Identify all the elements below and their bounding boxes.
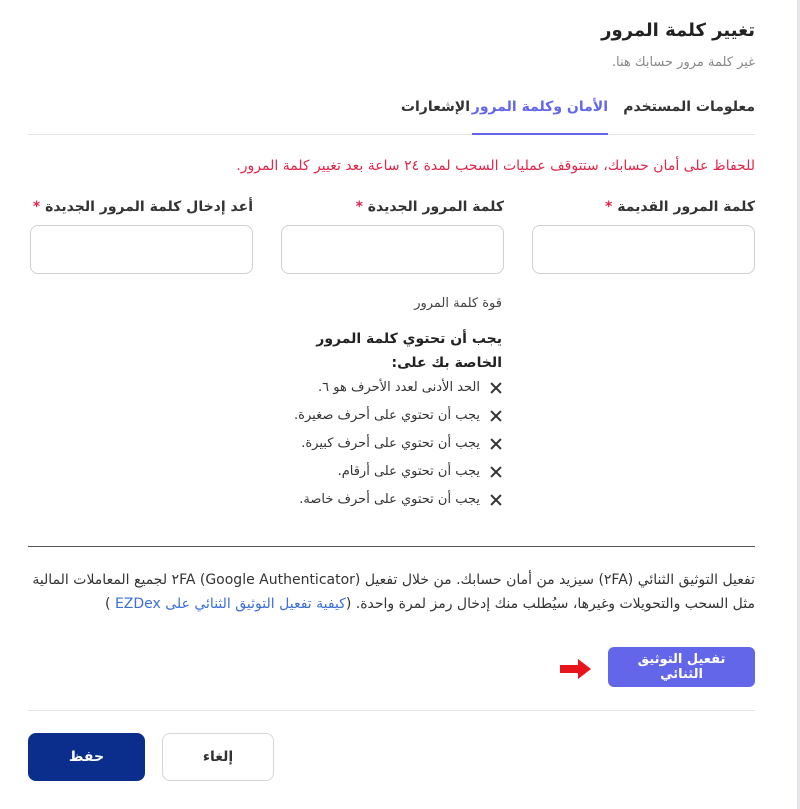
- old-password-label: [605, 199, 755, 215]
- password-strength-title: قوة كلمة المرور: [414, 296, 502, 311]
- red-arrow-icon: [558, 658, 592, 680]
- twofa-description-text: تفعيل التوثيق الثنائي (٢FA) سيزيد من أمان حسابك. من خلال تفعيل ٢FA (Google Authenticator) لجميع المعاملات المالية مثل السحب والتحويلات وغيرها، سيُطلب منك إدخال رمز لمرة واحدة. (: [32, 572, 755, 612]
- requirement-text: يجب أن تحتوي على أرقام.: [337, 464, 480, 479]
- save-button[interactable]: حفظ: [28, 733, 145, 781]
- confirm-password-label: [33, 199, 253, 215]
- required-asterisk: *: [355, 199, 363, 215]
- requirement-numbers: [338, 464, 502, 479]
- password-requirements-heading: يجب أن تحتوي كلمة المرور الخاصة بك على:: [316, 331, 502, 371]
- requirement-min-length: [318, 380, 502, 395]
- requirement-text: يجب أن تحتوي على أحرف كبيرة.: [301, 436, 480, 451]
- settings-tabs: [28, 88, 755, 135]
- requirement-uppercase: [301, 436, 502, 451]
- x-icon: [490, 438, 502, 450]
- new-password-label: [356, 199, 504, 215]
- tab-security-password[interactable]: الأمان وكلمة المرور: [471, 99, 608, 115]
- twofa-help-link[interactable]: كيفية تفعيل التوثيق الثنائي على EZDex: [114, 596, 346, 612]
- section-divider: [28, 546, 755, 547]
- enable-2fa-button[interactable]: تفعيل التوثيق الثنائي: [608, 647, 755, 687]
- old-password-label-text: كلمة المرور القديمة: [617, 199, 755, 215]
- x-icon: [490, 382, 502, 394]
- twofa-closing-paren: ): [105, 596, 115, 612]
- change-password-page: [28, 0, 755, 809]
- tab-notifications[interactable]: الإشعارات: [400, 99, 470, 115]
- page-title: تغيير كلمة المرور: [601, 20, 755, 41]
- requirement-special: [299, 492, 502, 507]
- new-password-input[interactable]: [281, 225, 504, 274]
- requirement-lowercase: [294, 408, 502, 423]
- tab-user-info[interactable]: معلومات المستخدم: [623, 99, 755, 115]
- old-password-input[interactable]: [532, 225, 755, 274]
- x-icon: [490, 466, 502, 478]
- withdrawal-warning: للحفاظ على أمان حسابك، ستتوقف عمليات السحب لمدة ٢٤ ساعة بعد تغيير كلمة المرور.: [236, 158, 755, 174]
- confirm-password-label-text: أعد إدخال كلمة المرور الجديدة: [45, 199, 253, 215]
- new-password-label-text: كلمة المرور الجديدة: [367, 199, 504, 215]
- requirement-text: الحد الأدنى لعدد الأحرف هو ٦.: [318, 380, 480, 395]
- page-subtitle: غير كلمة مرور حسابك هنا.: [611, 55, 755, 70]
- requirement-text: يجب أن تحتوي على أحرف صغيرة.: [294, 408, 480, 423]
- required-asterisk: *: [605, 199, 613, 215]
- requirement-text: يجب أن تحتوي على أحرف خاصة.: [299, 492, 480, 507]
- footer-divider: [28, 710, 755, 711]
- cancel-button[interactable]: إلغاء: [162, 733, 274, 781]
- required-asterisk: *: [32, 199, 41, 215]
- x-icon: [490, 410, 502, 422]
- twofa-description: [28, 568, 755, 616]
- x-icon: [490, 494, 502, 506]
- confirm-password-input[interactable]: [30, 225, 253, 274]
